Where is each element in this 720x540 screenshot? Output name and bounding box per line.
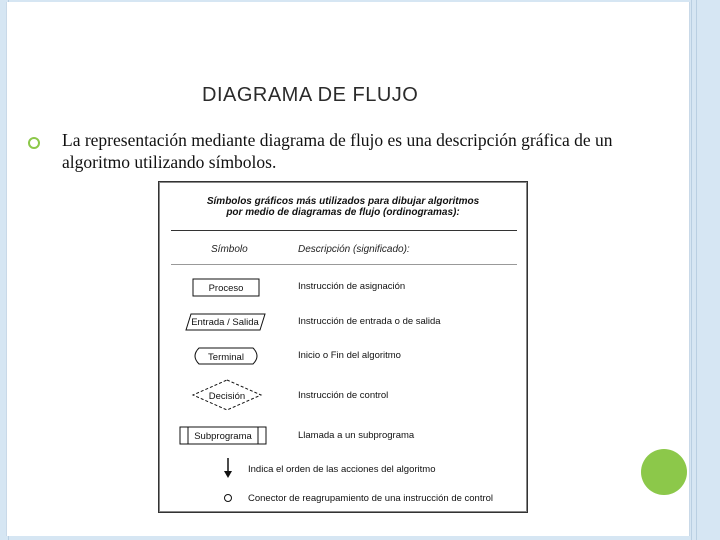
process-symbol-label: Proceso (208, 283, 244, 294)
arrow-down-icon (224, 458, 232, 478)
subprogram-symbol-label: Subprograma (194, 431, 252, 442)
row-description-terminal: Inicio o Fin del algoritmo (298, 350, 401, 361)
terminal-symbol-label: Terminal (208, 352, 244, 363)
input-output-symbol (186, 314, 265, 330)
decorative-green-circle (641, 449, 687, 495)
figure-heading-line2: por medio de diagramas de flujo (ordinogramas): (226, 207, 460, 218)
slide-right-edge (691, 0, 692, 540)
row-description-connector: Conector de reagrupamiento de una instrucción de control (248, 493, 494, 504)
decision-symbol-label: Decisión (208, 391, 246, 402)
terminal-symbol (195, 348, 257, 364)
slide-right-edge-outer (696, 0, 697, 540)
column-header-description: Descripción (significado): (298, 244, 410, 255)
connector-circle-icon (225, 495, 232, 502)
slide-title: DIAGRAMA DE FLUJO (202, 84, 419, 106)
input-output-symbol-label: Entrada / Salida (191, 317, 259, 328)
decision-symbol (193, 380, 261, 410)
bullet-text: La representación mediante diagrama de flujo es una descripción gráfica de un algoritmo utilizando símbolos. (62, 130, 613, 172)
row-description-input-output: Instrucción de entrada o de salida (298, 316, 441, 327)
figure-heading-line1: Símbolos gráficos más utilizados para dibujar algoritmos (206, 196, 480, 207)
flowchart-symbols-figure (158, 181, 528, 513)
row-description-process: Instrucción de asignación (298, 281, 406, 292)
process-symbol (193, 279, 259, 296)
column-header-symbol: Símbolo (211, 244, 248, 255)
subprogram-symbol (180, 427, 266, 444)
symbols-drawing (159, 182, 527, 512)
row-description-subprogram: Llamada a un subprograma (298, 430, 415, 441)
bullet-icon (28, 137, 40, 149)
row-description-decision: Instrucción de control (298, 390, 389, 401)
row-description-arrow: Indica el orden de las acciones del algoritmo (248, 464, 436, 475)
